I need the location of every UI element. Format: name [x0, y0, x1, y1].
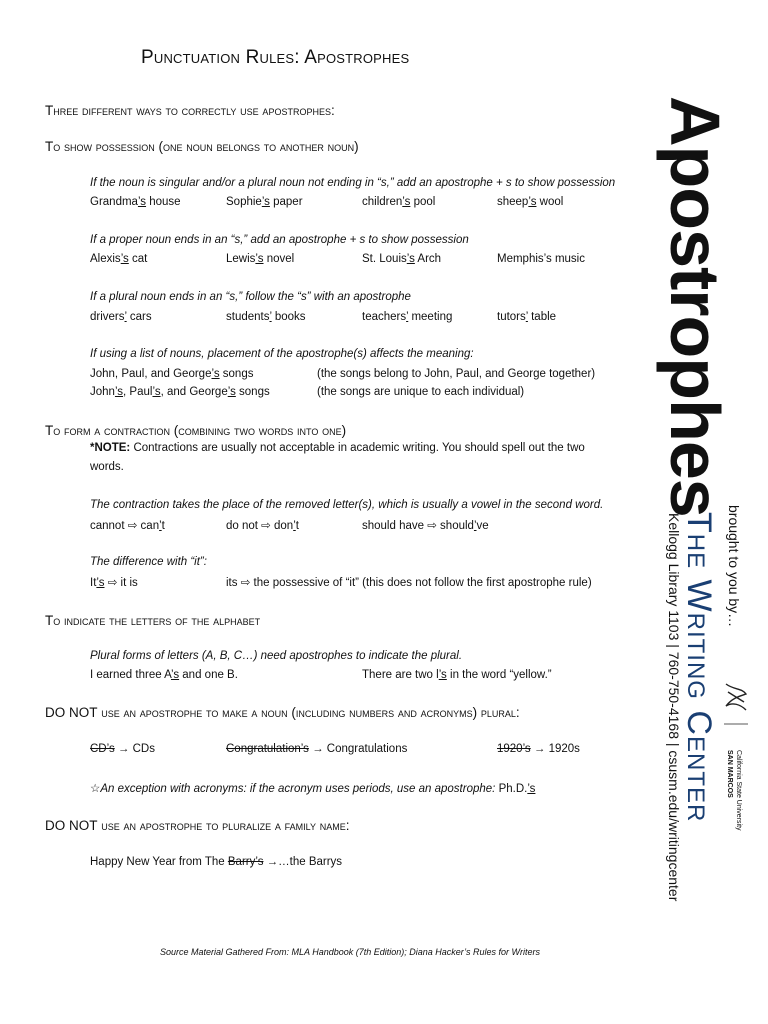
example-word: paper [269, 196, 303, 208]
example [497, 196, 563, 208]
example-word: Arch [414, 253, 442, 265]
correct-form: → 1920s [530, 743, 580, 755]
university-name: California State University [735, 750, 742, 831]
page-title: Punctuation Rules: Apostrophes [141, 47, 410, 68]
example-word: Grandma [90, 196, 138, 208]
example [226, 253, 294, 265]
example-word: , Paul [123, 386, 153, 398]
apostrophe: ’ [525, 311, 528, 323]
apostrophe: ’s [137, 196, 147, 208]
exception-text: An exception with acronyms: if the acronym uses periods, use an apostrophe: [100, 783, 499, 795]
example-word: It [90, 577, 97, 589]
writing-center-title: The Writing Center [680, 512, 718, 823]
incorrect-form: Barry’s [227, 856, 264, 868]
example-separate [90, 386, 270, 398]
donot-family-heading [45, 818, 349, 833]
source-footer: Source Material Gathered From: MLA Handbook (7th Edition); Diana Hacker’s Rules for Writers [160, 947, 540, 957]
apostrophe: ’s [527, 783, 536, 795]
example [90, 669, 238, 681]
apostrophe: ’s [120, 253, 129, 265]
example-word: sheep [497, 196, 529, 208]
example-word: Happy New Year from The [90, 856, 228, 868]
apostrophe: ’ [124, 311, 127, 323]
correct-form: →…the Barrys [263, 856, 343, 868]
example-word: t [295, 520, 299, 532]
example-word: teachers [362, 311, 407, 323]
example-word: St. Louis [362, 253, 407, 265]
apostrophe: ’s [261, 196, 270, 208]
donot-plural-heading [45, 705, 520, 720]
correct-form: → CDs [114, 743, 155, 755]
example [497, 253, 585, 265]
example-word: I earned three A [90, 669, 171, 681]
incorrect-form: 1920’s [497, 743, 531, 755]
apostrophe: ’s [211, 368, 220, 380]
contraction-heading: To form a contraction (combining two words into one) [45, 423, 347, 438]
example-word: students [226, 311, 270, 323]
heading-text: use an apostrophe to make a noun (including numbers and acronyms) plural: [97, 705, 520, 720]
acronym-exception [90, 781, 535, 795]
example-its-possessive: its ⇨ the possessive of “it” (this does not follow the first apostrophe rule) [226, 577, 592, 589]
incorrect-form: CD’s [90, 743, 115, 755]
example-word: table [527, 311, 557, 323]
example-word: in the word “yellow.” [446, 669, 552, 681]
apostrophe: ’ [406, 311, 409, 323]
sidebar-title: Apostrophes [656, 96, 734, 517]
apostrophe: ’s [438, 669, 447, 681]
rule-list-of-nouns: If using a list of nouns, placement of the apostrophe(s) affects the meaning: [90, 348, 474, 360]
family-example [90, 856, 342, 868]
incorrect-form: Congratulation’s [226, 743, 309, 755]
example-word: t [161, 520, 165, 532]
example-word: should have ⇨ should [362, 520, 474, 532]
apostrophe: ’ [159, 520, 162, 532]
example-word: ⇨ it is [104, 577, 138, 589]
apostrophe: ’s [227, 386, 236, 398]
example-word: Lewis [226, 253, 256, 265]
example-word: songs [219, 368, 254, 380]
university-campus: SAN MARCOS [726, 750, 733, 798]
apostrophe: ’ [473, 520, 477, 532]
example-word: Alexis [90, 253, 121, 265]
apostrophe: ’ [293, 520, 296, 532]
rule-plural-s: If a plural noun ends in an “s,” follow the “s” with an apostrophe [90, 291, 411, 303]
apostrophe: ’s [255, 253, 264, 265]
brought-to-you-by: brought to you by… [726, 505, 742, 628]
example-joint [90, 368, 253, 380]
heading-text: use an apostrophe to pluralize a family name: [97, 818, 350, 833]
star-icon: ☆ [90, 783, 101, 795]
example-word: pool [410, 196, 436, 208]
apostrophe: ’s [406, 253, 415, 265]
example-word: Memphis’s music [497, 253, 585, 265]
example-word: cars [126, 311, 152, 323]
note-label: *NOTE: [90, 442, 131, 454]
example-its-contraction [90, 575, 138, 589]
university-logo [722, 680, 750, 870]
example-word: Ph.D. [498, 783, 528, 795]
apostrophe: ’s [170, 669, 180, 681]
example [90, 518, 165, 532]
example-word: drivers [90, 311, 125, 323]
note-text: Contractions are usually not acceptable in academic writing. You should spell out the two [130, 442, 585, 454]
example [497, 311, 556, 323]
example [362, 669, 552, 681]
example-word: There are two l [362, 669, 439, 681]
example [226, 518, 299, 532]
contraction-note-cont: words. [90, 461, 124, 473]
example [90, 311, 152, 323]
example-word: children [362, 196, 403, 208]
example-word: cannot ⇨ can [90, 520, 160, 532]
example-joint-note: (the songs belong to John, Paul, and George together) [317, 368, 596, 380]
contact-info: Kellogg Library 1103 | 760-750-4168 | csusm.edu/writingcenter [666, 513, 682, 902]
example [90, 253, 147, 265]
letters-heading: To indicate the letters of the alphabet [45, 613, 261, 628]
example-word: tutors [497, 311, 526, 323]
example-word: John, Paul, and George [90, 368, 212, 380]
rule-proper-noun: If a proper noun ends in an “s,” add an apostrophe + s to show possession [90, 234, 469, 246]
example [90, 196, 181, 208]
rule-singular: If the noun is singular and/or a plural noun not ending in “s,” add an apostrophe + s to show possession [90, 177, 616, 189]
contraction-note [90, 442, 585, 454]
example-word: John [90, 386, 115, 398]
example [362, 311, 452, 323]
example-word: books [271, 311, 306, 323]
possession-heading: To show possession (one noun belongs to another noun) [45, 139, 359, 154]
example [362, 196, 435, 208]
example-word: meeting [408, 311, 453, 323]
example-word: , and George [160, 386, 228, 398]
apostrophe: ’s [402, 196, 411, 208]
correct-form: → Congratulations [308, 743, 408, 755]
rule-letters: Plural forms of letters (A, B, C…) need apostrophes to indicate the plural. [90, 650, 463, 662]
example-word: songs [235, 386, 270, 398]
example [90, 743, 155, 755]
example [362, 518, 489, 532]
example [226, 311, 306, 323]
intro-heading: Three different ways to correctly use apostrophes: [45, 103, 335, 118]
apostrophe: ’s [114, 386, 124, 398]
rule-it: The difference with “it”: [90, 556, 207, 568]
example [226, 743, 407, 755]
donot-label: DO NOT [45, 705, 98, 720]
example [497, 743, 580, 755]
example [362, 253, 441, 265]
example-word: do not ⇨ don [226, 520, 294, 532]
example-word: novel [263, 253, 295, 265]
rule-contraction: The contraction takes the place of the removed letter(s), which is usually a vowel in the second word. [90, 499, 604, 511]
example-word: Sophie [226, 196, 262, 208]
apostrophe: ’s [96, 577, 105, 589]
example-word: and one B. [179, 669, 238, 681]
apostrophe: ’s [152, 386, 161, 398]
example-word: ve [476, 520, 489, 532]
example-word: wool [536, 196, 564, 208]
example [226, 196, 303, 208]
donot-label: DO NOT [45, 818, 98, 833]
example-separate-note: (the songs are unique to each individual) [317, 386, 525, 398]
apostrophe: ’s [528, 196, 537, 208]
example-word: house [146, 196, 181, 208]
apostrophe: ’ [269, 311, 272, 323]
example-word: cat [128, 253, 148, 265]
